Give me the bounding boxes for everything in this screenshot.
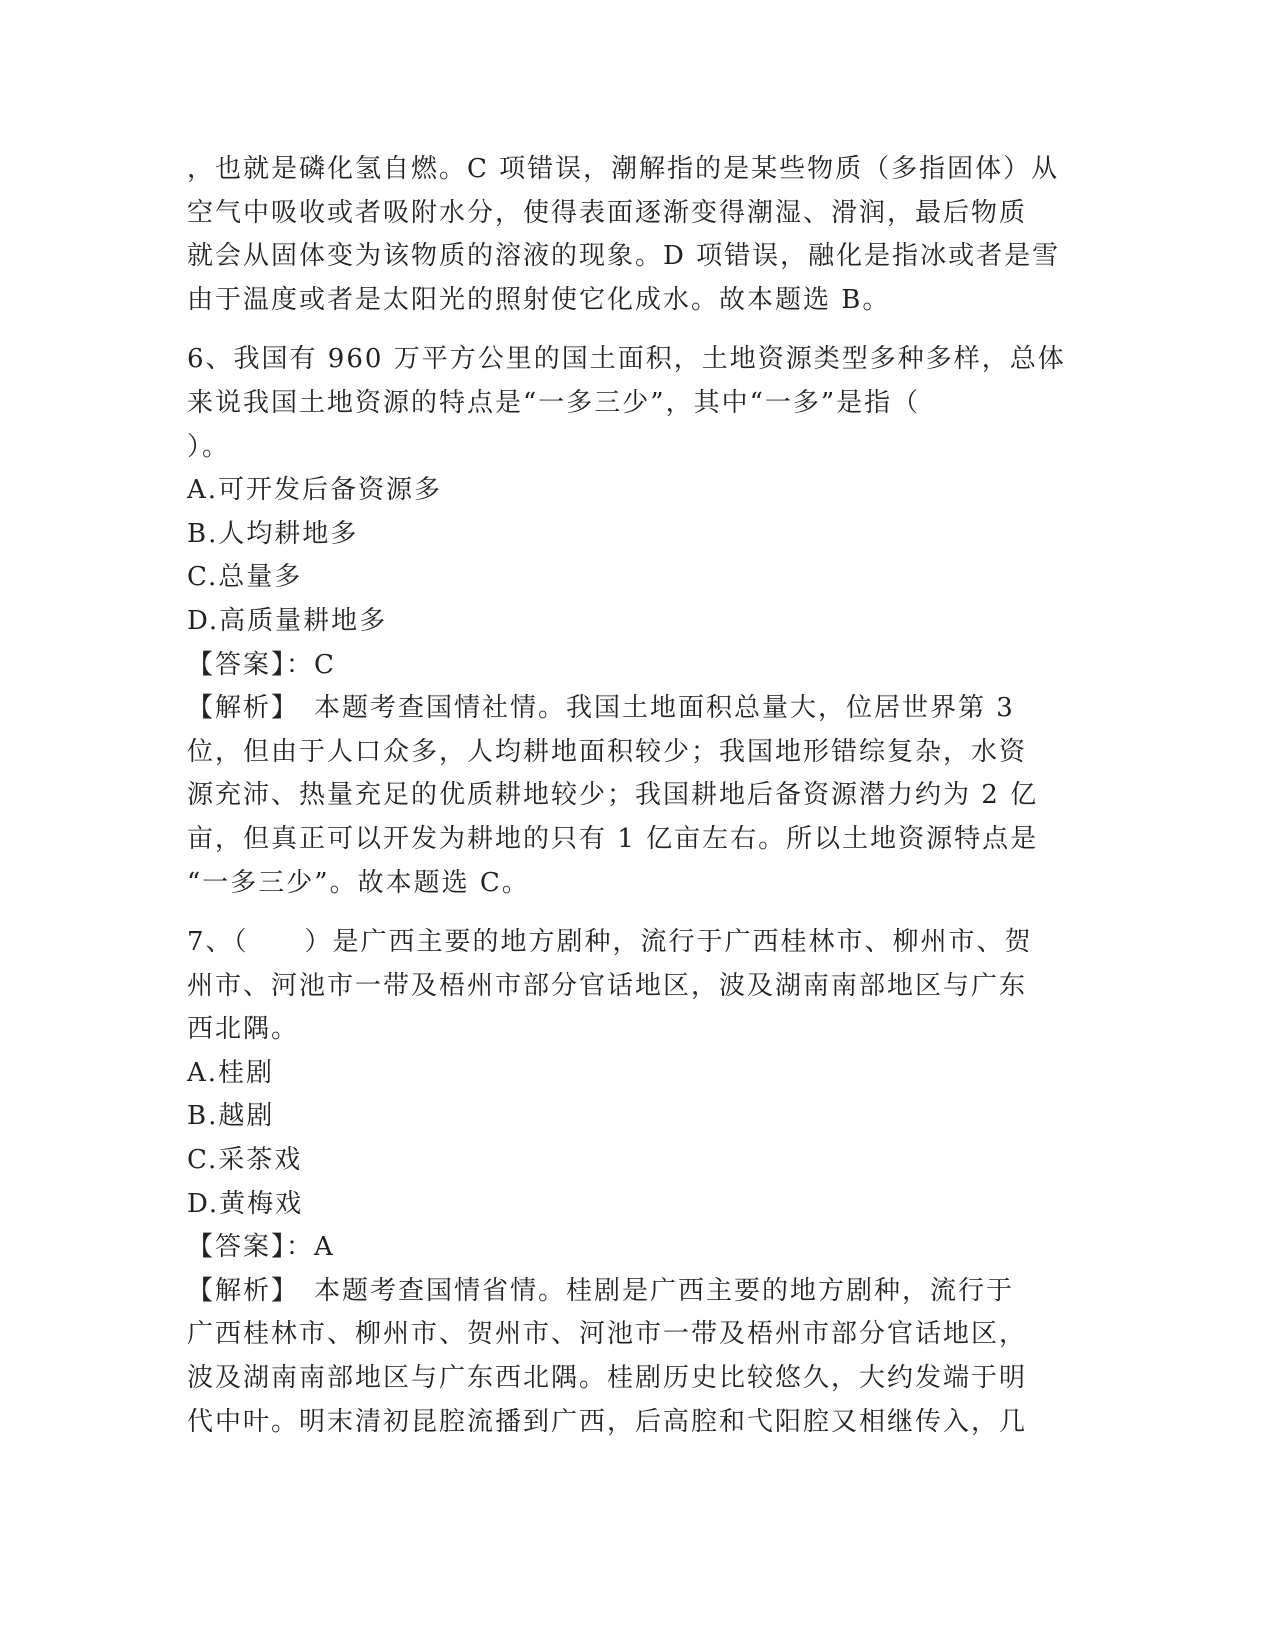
analysis-line: 亩，但真正可以开发为耕地的只有 1 亿亩左右。所以土地资源特点是 <box>187 823 1039 854</box>
analysis-line: 【解析】 本题考查国情社情。我国土地面积总量大，位居世界第 3 <box>187 693 1015 724</box>
question-stem: 来说我国土地资源的特点是“一多三少”，其中“一多”是指（ <box>187 387 921 418</box>
text-line: 空气中吸收或者吸附水分，使得表面逐渐变得潮湿、滑润，最后物质 <box>187 197 1028 228</box>
option-b: B.越剧 <box>187 1101 275 1132</box>
option-a: A.桂剧 <box>187 1057 275 1088</box>
option-a: A.可开发后备资源多 <box>187 475 443 506</box>
document-body <box>187 148 1087 1444</box>
question-stem: 西北隅。 <box>187 1014 300 1045</box>
question-6 <box>187 338 1087 905</box>
question-stem: 6、我国有 960 万平方公里的国土面积，土地资源类型多种多样，总体 <box>187 344 1066 375</box>
answer-line: 【答案】：C <box>187 649 336 680</box>
text-line: ，也就是磷化氢自燃。C 项错误，潮解指的是某些物质（多指固体）从 <box>187 154 1060 184</box>
question-7 <box>187 921 1087 1444</box>
option-c: C.总量多 <box>187 562 303 593</box>
analysis-line: 代中叶。明末清初昆腔流播到广西，后高腔和弋阳腔又相继传入，几 <box>187 1406 1028 1437</box>
option-d: D.黄梅戏 <box>187 1188 304 1219</box>
question-stem: 7、（ ）是广西主要的地方剧种，流行于广西桂林市、柳州市、贺 <box>187 927 1033 958</box>
paragraph-gap <box>187 322 1087 338</box>
text-line: 就会从固体变为该物质的溶液的现象。D 项错误，融化是指冰或者是雪 <box>187 241 1061 272</box>
analysis-line: 源充沛、热量充足的优质耕地较少；我国耕地后备资源潜力约为 2 亿 <box>187 780 1039 811</box>
paragraph-gap <box>187 905 1087 921</box>
text-line: 由于温度或者是太阳光的照射使它化成水。故本题选 B。 <box>187 284 891 315</box>
analysis-line: 波及湖南南部地区与广东西北隅。桂剧历史比较悠久，大约发端于明 <box>187 1363 1028 1394</box>
question-stem: 州市、河池市一带及梧州市部分官话地区，波及湖南南部地区与广东 <box>187 970 1028 1001</box>
analysis-line: 【解析】 本题考查国情省情。桂剧是广西主要的地方剧种，流行于 <box>187 1275 1015 1306</box>
option-b: B.人均耕地多 <box>187 518 359 549</box>
analysis-line: “一多三少”。故本题选 C。 <box>187 867 530 898</box>
answer-line: 【答案】：A <box>187 1232 335 1263</box>
analysis-line: 广西桂林市、柳州市、贺州市、河池市一带及梧州市部分官话地区， <box>187 1319 1028 1350</box>
analysis-line: 位，但由于人口众多，人均耕地面积较少；我国地形错综复杂，水资 <box>187 736 1028 767</box>
option-c: C.采茶戏 <box>187 1145 303 1176</box>
question-stem: ）。 <box>187 431 231 462</box>
intro-paragraph <box>187 148 1087 322</box>
option-d: D.高质量耕地多 <box>187 605 388 636</box>
